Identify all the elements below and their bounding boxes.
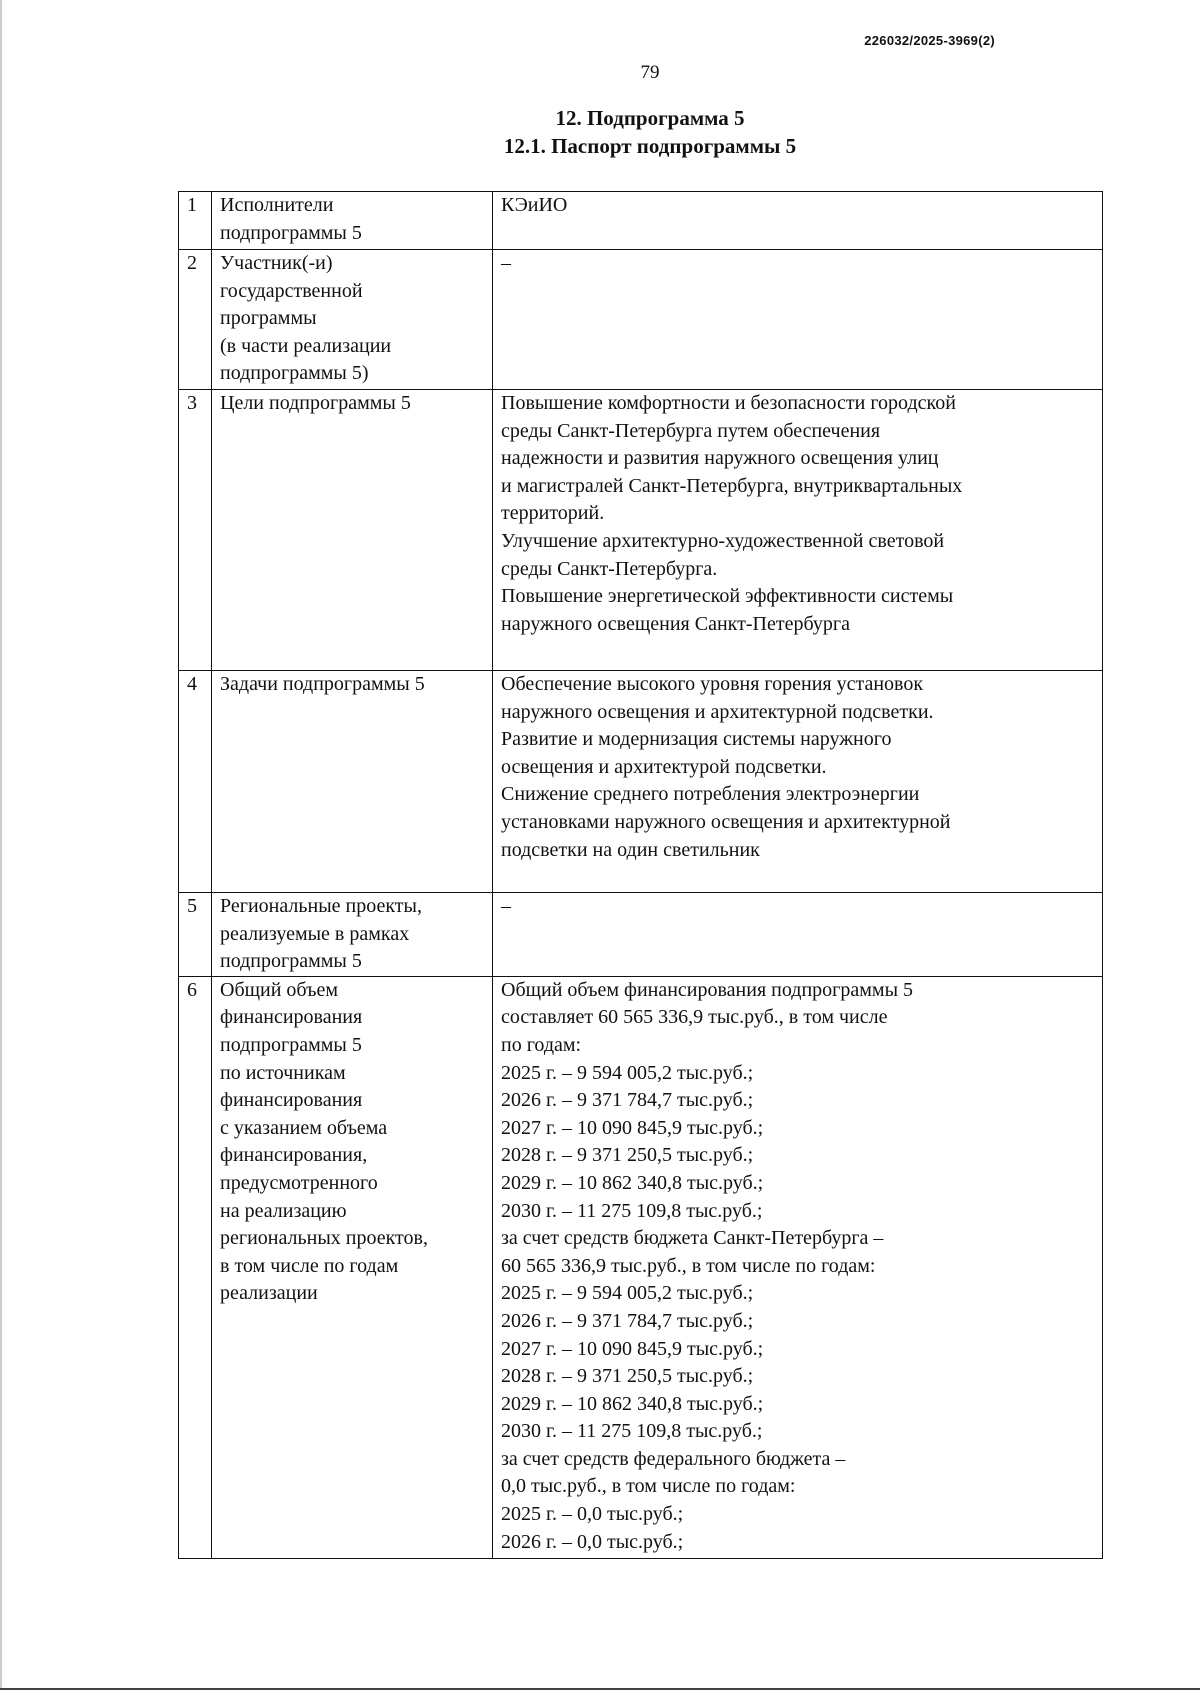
- row-label: [212, 390, 493, 671]
- value-line: составляет 60 565 336,9 тыс.руб., в том числе: [501, 1006, 888, 1029]
- value-line: и магистралей Санкт-Петербурга, внутриквартальных: [501, 474, 963, 497]
- label-line: подпрограммы 5): [220, 362, 369, 385]
- label-line: (в части реализации: [220, 334, 392, 357]
- label-line: региональных проектов,: [220, 1227, 428, 1250]
- page-number: 79: [640, 62, 660, 83]
- label-line: финансирования: [220, 1006, 363, 1029]
- label-line: по источникам: [220, 1061, 346, 1084]
- value-line: Повышение энергетической эффективности системы: [501, 585, 954, 608]
- value-line: 2029 г. – 10 862 340,8 тыс.руб.;: [501, 1171, 764, 1194]
- label-line: Общий объем: [220, 978, 338, 1001]
- value-line: среды Санкт-Петербурга путем обеспечения: [501, 419, 881, 442]
- document-id: 226032/2025-3969(2): [864, 33, 995, 48]
- row-number: 4: [179, 671, 212, 893]
- label-line: на реализацию: [220, 1199, 347, 1222]
- row-value: [493, 250, 1103, 390]
- row-label: [212, 976, 493, 1558]
- value-line: территорий.: [501, 502, 605, 525]
- value-line: Повышение комфортности и безопасности городской: [501, 392, 956, 414]
- value-line: 2029 г. – 10 862 340,8 тыс.руб.;: [501, 1392, 764, 1415]
- value-line: 2026 г. – 0,0 тыс.руб.;: [501, 1530, 684, 1553]
- value-line: за счет средств федерального бюджета –: [501, 1447, 846, 1470]
- label-line: подпрограммы 5: [220, 950, 362, 973]
- value-line: среды Санкт-Петербурга.: [501, 557, 718, 580]
- value-line: Общий объем финансирования подпрограммы 5: [501, 978, 914, 1001]
- value-line: за счет средств бюджета Санкт-Петербурга –: [501, 1227, 884, 1250]
- value-line: Обеспечение высокого уровня горения установок: [501, 673, 924, 695]
- value-line: установками наружного освещения и архитектурной: [501, 810, 951, 833]
- row-value: [493, 976, 1103, 1558]
- row-value: [493, 192, 1103, 250]
- subsection-title: 12.1. Паспорт подпрограммы 5: [503, 134, 797, 158]
- value-line: 2028 г. – 9 371 250,5 тыс.руб.;: [501, 1365, 754, 1388]
- table-row: [179, 250, 1103, 390]
- table-row: [179, 192, 1103, 250]
- table-row: [179, 893, 1103, 977]
- label-line: программы: [220, 307, 317, 330]
- label-line: Региональные проекты,: [220, 895, 422, 917]
- value-line: 2025 г. – 0,0 тыс.руб.;: [501, 1503, 684, 1526]
- value-line: 2028 г. – 9 371 250,5 тыс.руб.;: [501, 1144, 754, 1167]
- label-line: Цели подпрограммы 5: [220, 392, 411, 414]
- scan-edge: [0, 0, 2, 1690]
- row-number: 6: [179, 976, 212, 1558]
- value-line: 2026 г. – 9 371 784,7 тыс.руб.;: [501, 1089, 754, 1112]
- table-row: [179, 671, 1103, 893]
- value-line: освещения и архитектурой подсветки.: [501, 755, 827, 778]
- row-label: [212, 893, 493, 977]
- label-line: реализуемые в рамках: [220, 922, 410, 945]
- section-title: 12. Подпрограмма 5: [555, 106, 745, 130]
- label-line: финансирования,: [220, 1144, 368, 1167]
- value-line: 2025 г. – 9 594 005,2 тыс.руб.;: [501, 1061, 754, 1084]
- value-line: 2030 г. – 11 275 109,8 тыс.руб.;: [501, 1199, 763, 1222]
- value-line: по годам:: [501, 1033, 582, 1056]
- value-line: 0,0 тыс.руб., в том числе по годам:: [501, 1475, 796, 1498]
- table-row: [179, 390, 1103, 671]
- label-line: в том числе по годам: [220, 1254, 399, 1277]
- value-line: наружного освещения и архитектурной подсветки.: [501, 700, 934, 723]
- value-line: –: [501, 895, 511, 917]
- label-line: подпрограммы 5: [220, 1033, 362, 1056]
- row-number: 5: [179, 893, 212, 977]
- row-label: [212, 250, 493, 390]
- table-row: [179, 976, 1103, 1558]
- label-line: Исполнители: [220, 194, 334, 216]
- label-line: Участник(-и): [220, 252, 333, 274]
- value-line: 60 565 336,9 тыс.руб., в том числе по годам:: [501, 1254, 876, 1277]
- value-line: надежности и развития наружного освещения улиц: [501, 447, 939, 470]
- value-line: –: [501, 252, 511, 274]
- row-number: 1: [179, 192, 212, 250]
- value-line: Улучшение архитектурно-художественной световой: [501, 529, 945, 552]
- row-number: 3: [179, 390, 212, 671]
- value-line: подсветки на один светильник: [501, 838, 760, 861]
- value-line: Развитие и модернизация системы наружного: [501, 728, 892, 751]
- row-value: [493, 893, 1103, 977]
- label-line: предусмотренного: [220, 1171, 378, 1194]
- value-line: Снижение среднего потребления электроэнергии: [501, 783, 920, 806]
- value-line: 2030 г. – 11 275 109,8 тыс.руб.;: [501, 1420, 763, 1443]
- label-line: с указанием объема: [220, 1116, 388, 1139]
- value-line: 2025 г. – 9 594 005,2 тыс.руб.;: [501, 1282, 754, 1305]
- label-line: реализации: [220, 1282, 318, 1305]
- value-line: 2027 г. – 10 090 845,9 тыс.руб.;: [501, 1116, 764, 1139]
- passport-table: [178, 191, 1103, 1559]
- row-value: [493, 390, 1103, 671]
- row-value: [493, 671, 1103, 893]
- label-line: государственной: [220, 279, 363, 302]
- row-number: 2: [179, 250, 212, 390]
- value-line: 2027 г. – 10 090 845,9 тыс.руб.;: [501, 1337, 764, 1360]
- value-line: 2026 г. – 9 371 784,7 тыс.руб.;: [501, 1309, 754, 1332]
- label-line: Задачи подпрограммы 5: [220, 673, 425, 695]
- row-label: [212, 671, 493, 893]
- label-line: подпрограммы 5: [220, 221, 362, 244]
- value-line: КЭиИО: [501, 194, 568, 216]
- row-label: [212, 192, 493, 250]
- label-line: финансирования: [220, 1089, 363, 1112]
- value-line: наружного освещения Санкт-Петербурга: [501, 612, 850, 635]
